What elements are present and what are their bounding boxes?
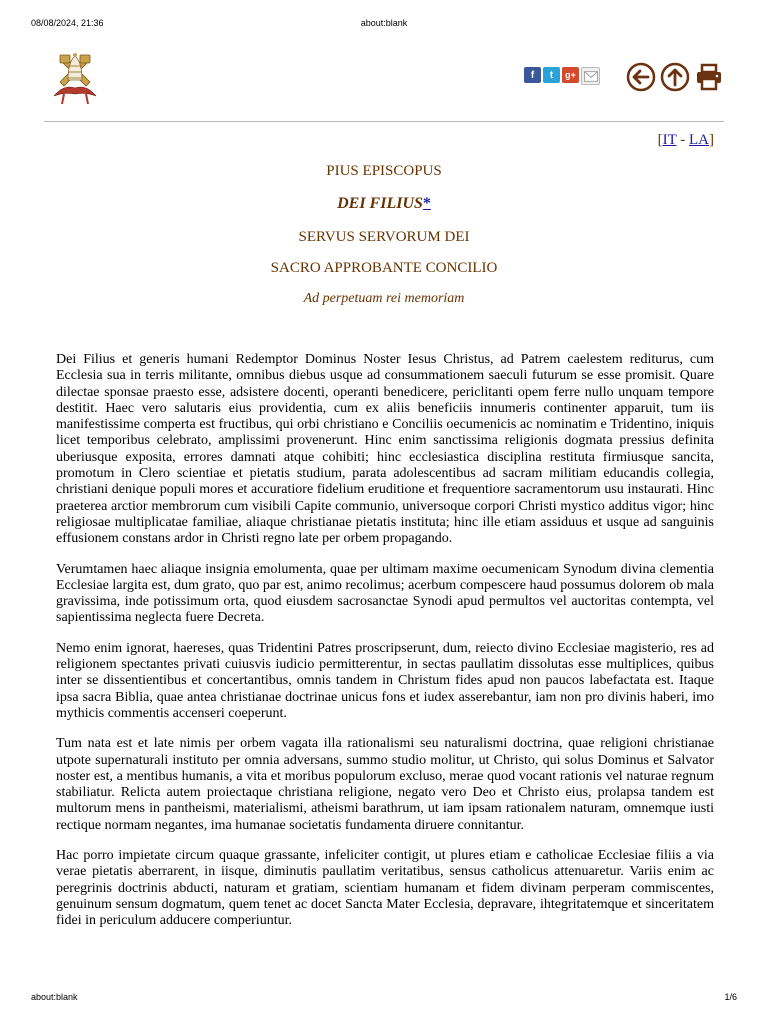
twitter-icon[interactable]: t: [543, 67, 560, 83]
up-icon[interactable]: [660, 62, 690, 92]
heading-line-3: SERVUS SERVORUM DEI: [298, 229, 470, 245]
language-switcher: [658, 132, 714, 149]
lang-separator: -: [676, 132, 689, 148]
header-divider: [44, 121, 724, 122]
title-text: DEI FILIUS: [337, 195, 423, 212]
footer-url: about:blank: [31, 992, 78, 1002]
email-icon[interactable]: [581, 67, 600, 85]
paragraph: Verumtamen haec aliaque insignia emolumenta, quae per ultimam maxime oecumenicam Synodum divina clementia Ecclesiae largita est, dum grato, quo par est, animo recolimus; acerbum compescere haud possumus dolorem ob mala gravissima, inde potissimum orta, quod eiusdem sacrosanctae Synodi apud permultos vel auctoritas contempta, vel sapientissima neglecta fuere Decreta.: [56, 561, 714, 626]
paragraph: Hac porro impietate circum quaque grassante, infeliciter contigit, ut plures etiam e catholicae Ecclesiae filiis a via verae pietatis aberrarent, in iisque, diminutis paullatim veritatibus, sensus catholicus attenuaretur. Variis enim ac peregrinis doctrinis abducti, naturam et gratiam, scientiam humanam et fidem divinam perperam commiscentes, genuinum sensum dogmatum, quem tenet ac docet Sancta Mater Ecclesia, depravare, ihtegritatemque et sinceritatem fidei in periculum adducere comperiuntur.: [56, 848, 714, 929]
papal-crest-icon[interactable]: [44, 52, 106, 104]
document-title: [44, 195, 724, 213]
print-header: [31, 18, 737, 32]
title-footnote-link[interactable]: *: [422, 195, 431, 212]
paragraph: Nemo enim ignorat, haereses, quas Tridentini Patres proscripserunt, dum, reiecto divino Ecclesiae magisterio, res ad religionem spectantes privati cuiusvis iudicio permitterentur, in sectas paullatim dissolutas esse multiplices, quibus inter se dissentientibus et concertantibus, omnis tandem in Christum fides apud non paucos labefactata est. Itaque ipsa sacra Biblia, quae antea christianae doctrinae unicus fons et iudex asserebantur, iam non pro divinis haberi, imo mythicis commentis accenseri coeperunt.: [56, 640, 714, 721]
heading-line-5: Ad perpetuam rei memoriam: [303, 291, 465, 306]
lang-bracket-close: ]: [709, 132, 714, 148]
heading-line-1: PIUS EPISCOPUS: [326, 163, 442, 179]
top-bar: [44, 52, 724, 110]
print-footer: [31, 992, 737, 1006]
lang-link-it[interactable]: IT: [662, 132, 677, 148]
document-body: [56, 352, 714, 944]
print-icon[interactable]: [694, 62, 724, 92]
print-datetime: 08/08/2024, 21:36: [31, 18, 104, 28]
heading-line-4: SACRO APPROBANTE CONCILIO: [270, 260, 498, 276]
lang-link-la[interactable]: LA: [689, 132, 709, 148]
print-url: about:blank: [360, 18, 408, 28]
paragraph: Tum nata est et late nimis per orbem vagata illa rationalismi seu naturalismi doctrina, quae religioni christianae utpote supernaturali instituto per omnia adversans, summo studio molitur, ut Christo, qui solus Dominus et Salvator noster est, a mentibus humanis, a vita et moribus populorum excluso, merae quod vocant rationis vel naturae regnum stabiliatur. Relicta autem proiectaque christiana religione, negato vero Deo et Christo eius, prolapsa tandem est multorum mens in pantheismi, materialismi, atheismi barathrum, ut iam ipsam rationalem naturam, omnemque iusti rectique normam negantes, ima humanae societatis fundamenta diruere connitantur.: [56, 736, 714, 833]
lang-bracket-open: [: [657, 132, 663, 148]
facebook-icon[interactable]: f: [524, 67, 541, 83]
page-number: 1/6: [724, 992, 737, 1002]
share-bar: [524, 67, 600, 85]
google-plus-icon[interactable]: g+: [562, 67, 579, 83]
nav-icons: [626, 62, 724, 92]
paragraph: Dei Filius et generis humani Redemptor Dominus Noster Iesus Christus, ad Patrem caelestem rediturus, cum Ecclesia sua in terris militante, omnibus diebus usque ad consummationem saeculi futurum se esse promisit. Quare dilectae sponsae praesto esse, adsistere docenti, operanti benedicere, periclitanti opem ferre nullo unquam tempore destitit. Haec vero salutaris eius providentia, cum ex aliis beneficiis innumeris continenter apparuit, tum iis manifestissime comperta est fructibus, qui orbi christiano e Conciliis oecumenicis ac nominatim e Tridentino, iniquis licet temporibus celebrato, amplissimi provenerunt. Hinc enim sanctissima religionis dogmata pressius definita uberiusque exposita, errores damnati atque cohibiti; hinc ecclesiastica disciplina restituta firmiusque sancita, promotum in Clero scientiae et pietatis studium, parata adolescentibus ad sacram militiam educandis collegia, christiani denique populi mores et accuratiore fidelium eruditione et frequentiore sacramentorum usu instaurati. Hinc praeterea arctior membrorum cum visibili Capite communio, universoque corpori Christi mystico additus vigor; hinc religiosae multiplicatae familiae, aliaque christianae pietatis instituta; hinc ille etiam assiduus et usque ad sanguinis effusionem constans ardor in Christi regno late per orbem propagando.: [56, 352, 714, 547]
back-icon[interactable]: [626, 62, 656, 92]
